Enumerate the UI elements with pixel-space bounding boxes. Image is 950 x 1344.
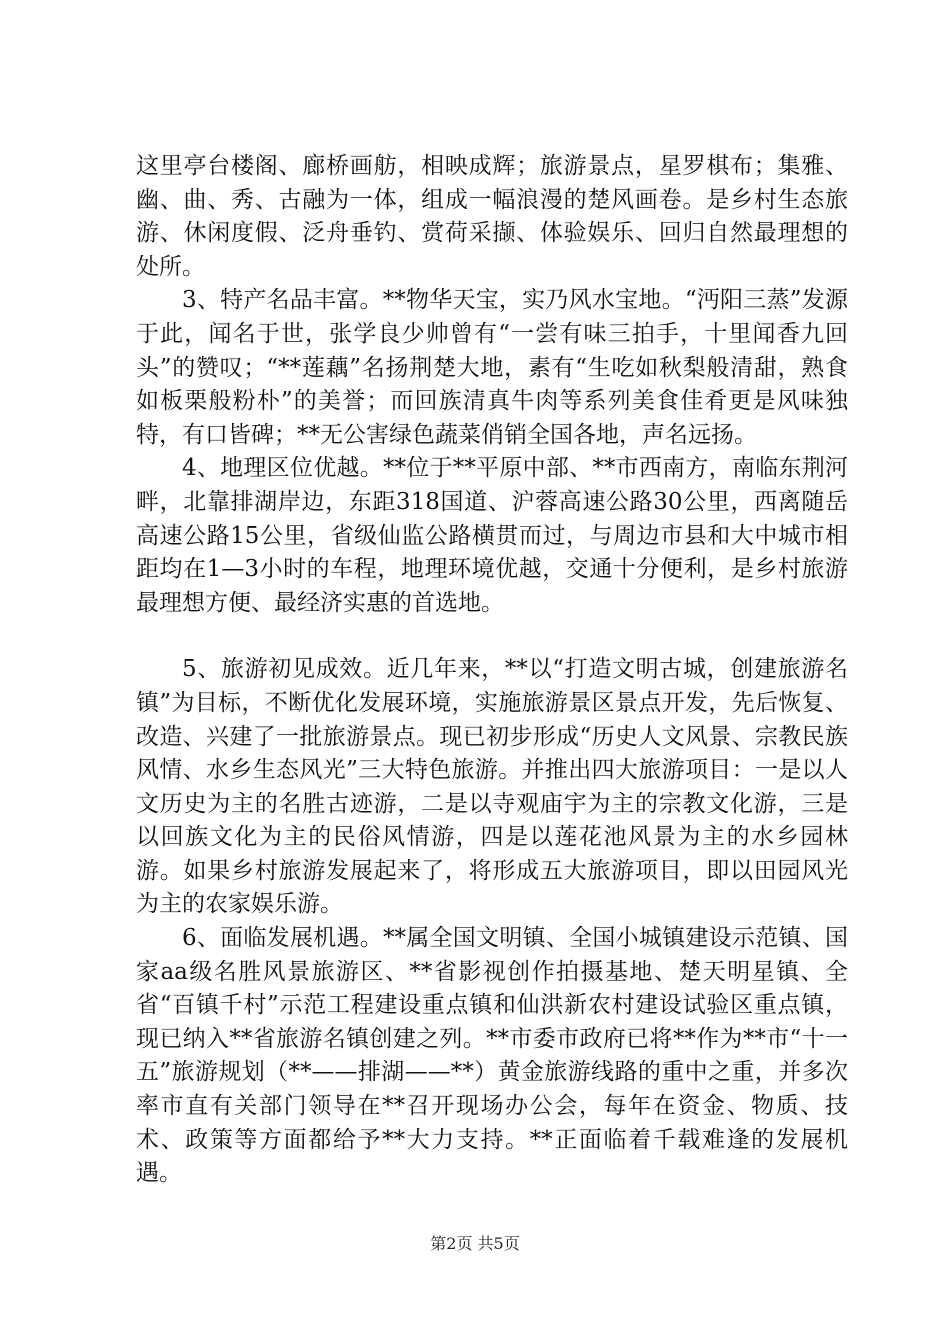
paragraph-scenery-continuation: 这里亭台楼阁、廊桥画舫，相映成辉；旅游景点，星罗棋布；集雅、幽、曲、秀、古融为一体，组成一幅浪漫的楚风画卷。是乡村生态旅游、休闲度假、泛舟垂钓、赏荷采撷、体验娱乐、回归自然最理想的处所。 xyxy=(136,153,848,280)
page-footer xyxy=(0,1234,950,1254)
paragraph-tourism-results: 5、旅游初见成效。近几年来，**以“打造文明古城，创建旅游名镇”为目标，不断优化发展环境，实施旅游景区景点开发，先后恢复、改造、兴建了一批旅游景点。现已初步形成“历史人文风景、宗教民族风情、水乡生态风光”三大特色旅游。并推出四大旅游项目：一是以人文历史为主的名胜古迹游，二是以寺观庙宇为主的宗教文化游，三是以回族文化为主的民俗风情游，四是以莲花池风景为主的水乡园林游。如果乡村旅游发展起来了，将形成五大旅游项目，即以田园风光为主的农家娱乐游。 xyxy=(136,656,848,918)
document-body xyxy=(136,150,848,1191)
page-number-indicator: 第2页 共5页 xyxy=(430,1234,520,1253)
paragraph-specialty-products: 3、特产名品丰富。**物华天宝，实乃风水宝地。“沔阳三蒸”发源于此，闻名于世，张学良少帅曾有“一尝有味三拍手，十里闻香九回头”的赞叹；“**莲藕”名扬荆楚大地，素有“生吃如秋梨般清甜，熟食如板栗般粉朴”的美誉；而回族清真牛肉等系列美食佳肴更是风味独特，有口皆碑；**无公害绿色蔬菜俏销全国各地，声名远扬。 xyxy=(136,287,848,448)
paragraph-geographic-location: 4、地理区位优越。**位于**平原中部、**市西南方，南临东荆河畔，北靠排湖岸边，东距318国道、沪蓉高速公路30公里，西离随岳高速公路15公里，省级仙监公路横贯而过，与周边市县和大中城市相距均在1—3小时的车程，地理环境优越，交通十分便利，是乡村旅游最理想方便、最经济实惠的首选地。 xyxy=(136,455,848,616)
paragraph-development-opportunity: 6、面临发展机遇。**属全国文明镇、全国小城镇建设示范镇、国家aa级名胜风景旅游区、**省影视创作拍摄基地、楚天明星镇、全省“百镇千村”示范工程建设重点镇和仙洪新农村建设试验区重点镇，现已纳入**省旅游名镇创建之列。**市委市政府已将**作为**市“十一五”旅游规划（**——排湖——**）黄金旅游线路的重中之重，并多次率市直有关部门领导在**召开现场办公会，每年在资金、物质、技术、政策等方面都给予**大力支持。**正面临着千载难逢的发展机遇。 xyxy=(136,925,848,1187)
